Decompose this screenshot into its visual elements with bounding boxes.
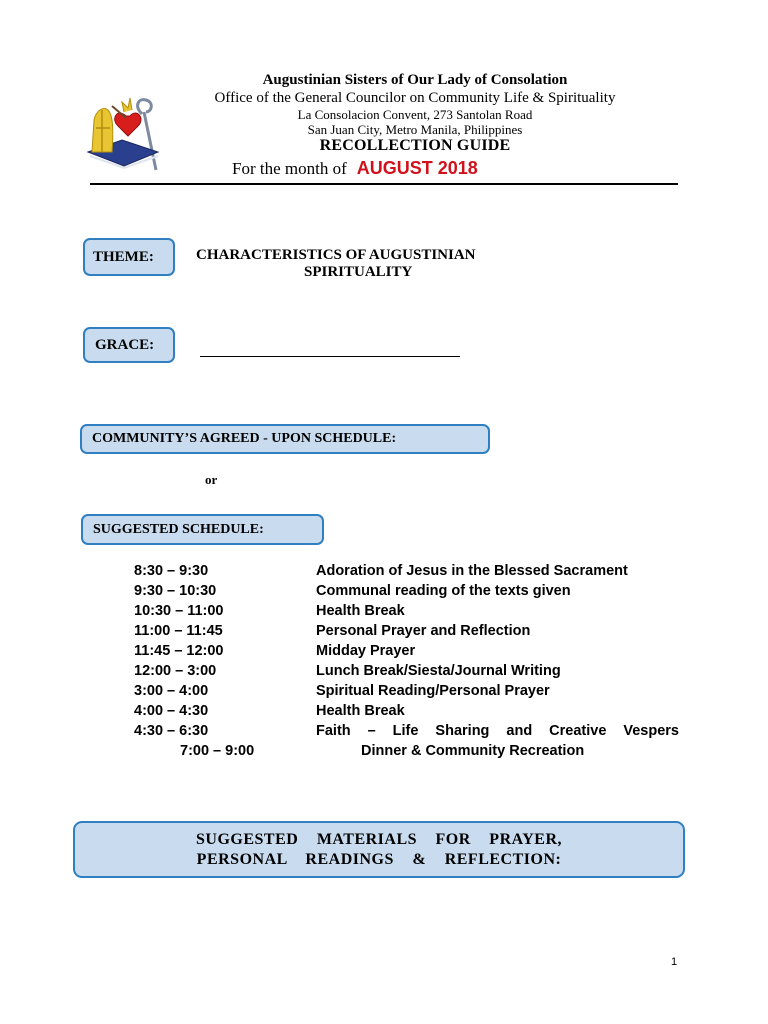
schedule-list: [134, 563, 679, 763]
schedule-activity: Communal reading of the texts given: [316, 583, 571, 599]
schedule-activity: Faith – Life Sharing and Creative Vespers: [316, 723, 679, 739]
theme-line-2: SPIRITUALITY: [304, 264, 413, 280]
schedule-activity: Personal Prayer and Reflection: [316, 623, 531, 639]
schedule-activity: Health Break: [316, 603, 405, 619]
theme-text: [196, 247, 576, 281]
schedule-row: [134, 623, 679, 643]
address-line-1: La Consolacion Convent, 273 Santolan Road: [297, 107, 533, 122]
schedule-row: [134, 603, 679, 623]
schedule-time: 11:00 – 11:45: [134, 623, 223, 639]
header-divider: [90, 183, 678, 185]
schedule-activity: Dinner & Community Recreation: [361, 743, 585, 759]
schedule-time: 10:30 – 11:00: [134, 603, 224, 619]
suggested-schedule-box: [81, 514, 324, 545]
schedule-time: 4:30 – 6:30: [134, 723, 209, 739]
theme-line-1: CHARACTERISTICS OF AUGUSTINIAN: [196, 247, 476, 263]
schedule-time: 9:30 – 10:30: [134, 583, 217, 599]
schedule-row: [134, 583, 679, 603]
materials-line-1: SUGGESTED MATERIALS FOR PRAYER,: [196, 830, 562, 848]
theme-label: THEME:: [93, 248, 154, 265]
office-name: Office of the General Councilor on Community Life & Spirituality: [214, 90, 616, 106]
schedule-row: [134, 663, 679, 683]
schedule-row: [134, 703, 679, 723]
schedule-row: [134, 743, 679, 763]
organization-name: Augustinian Sisters of Our Lady of Consolation: [262, 72, 568, 88]
grace-label-box: [83, 327, 175, 363]
suggested-schedule-label: SUGGESTED SCHEDULE:: [93, 521, 264, 537]
schedule-row: [134, 683, 679, 703]
materials-line-2: PERSONAL READINGS & REFLECTION:: [196, 850, 562, 868]
schedule-row: [134, 563, 679, 583]
schedule-activity: Lunch Break/Siesta/Journal Writing: [316, 663, 561, 679]
schedule-time: 12:00 – 3:00: [134, 663, 217, 679]
schedule-activity: Adoration of Jesus in the Blessed Sacrament: [316, 563, 628, 579]
or-text: or: [205, 472, 218, 487]
schedule-time: 7:00 – 9:00: [180, 743, 255, 759]
schedule-time: 8:30 – 9:30: [134, 563, 209, 579]
grace-label: GRACE:: [95, 336, 155, 353]
schedule-activity: Health Break: [316, 703, 405, 719]
address-line-2: San Juan City, Metro Manila, Philippines: [307, 122, 523, 137]
month-value: AUGUST 2018: [356, 158, 478, 178]
month-label: For the month of: [232, 159, 347, 178]
materials-box: [73, 821, 685, 878]
schedule-row: [134, 643, 679, 663]
theme-label-box: [83, 238, 175, 276]
agreed-schedule-label: COMMUNITY’S AGREED - UPON SCHEDULE:: [92, 431, 397, 446]
schedule-activity: Spiritual Reading/Personal Prayer: [316, 683, 550, 699]
month-line: [232, 158, 478, 179]
schedule-activity: Midday Prayer: [316, 643, 416, 659]
schedule-row: [134, 723, 679, 743]
grace-blank-line: [200, 356, 460, 357]
page-number: 1: [671, 956, 678, 968]
schedule-time: 3:00 – 4:00: [134, 683, 209, 699]
schedule-time: 11:45 – 12:00: [134, 643, 224, 659]
schedule-time: 4:00 – 4:30: [134, 703, 209, 719]
document-title: RECOLLECTION GUIDE: [319, 137, 511, 154]
agreed-schedule-box: [80, 424, 490, 454]
